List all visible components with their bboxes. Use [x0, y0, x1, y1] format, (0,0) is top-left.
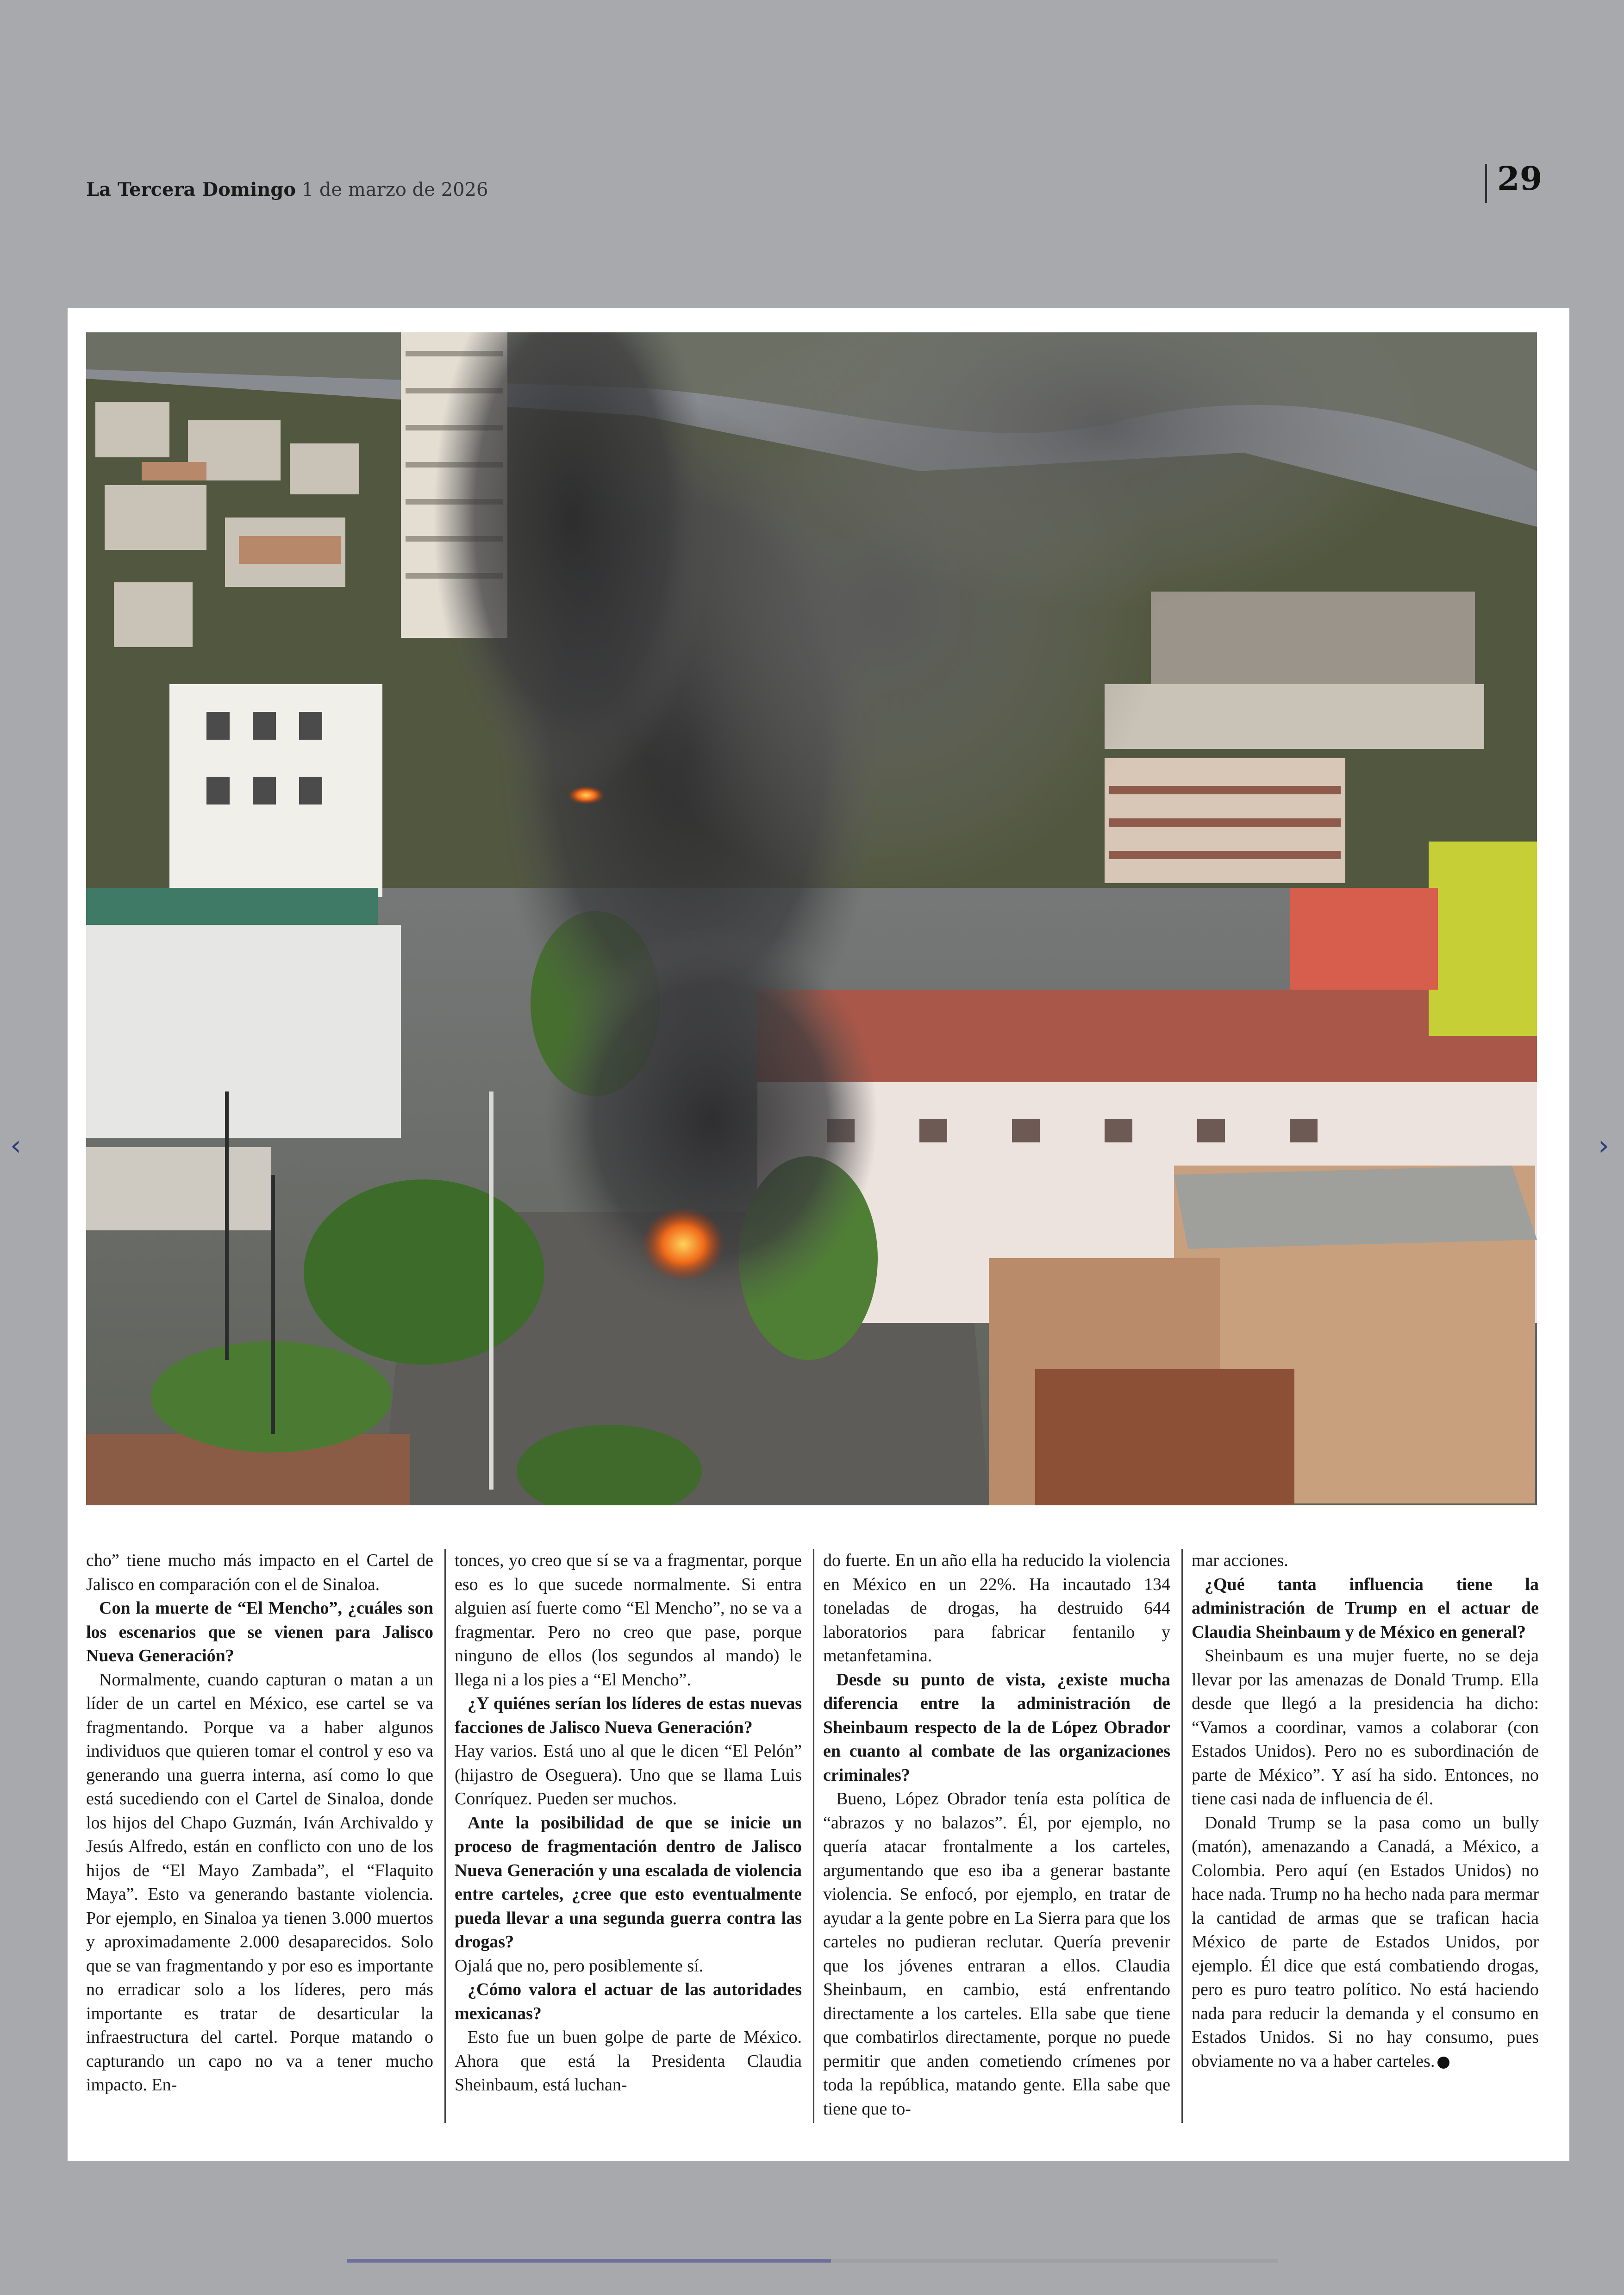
paragraph: mar acciones. — [1192, 1551, 1288, 1570]
chevron-right-icon: › — [1598, 1129, 1609, 1162]
column-divider — [1181, 1549, 1183, 2123]
article-column-1 — [86, 1549, 433, 2123]
interview-question: Desde su punto de vista, ¿existe mucha diferencia entre la administración de Sheinbaum respecto de la de López Obrador en cuanto al combate de las organizaciones criminales? — [823, 1670, 1170, 1785]
reading-progress-fill — [347, 2259, 831, 2263]
paragraph: tonces, yo creo que sí se va a fragmentar, porque eso es lo que sucede normalmente. Si entra alguien así fuerte como “El Mencho”, no se va a fragmentar. Pero no creo que pase, porque ninguno de ellos (los segundos al mando) le llega ni a los pies a “El Mencho”. — [455, 1551, 802, 1690]
interview-question: ¿Qué tanta influencia tiene la administración de Trump en el actuar de Claudia Sheinbaum y de México en general? — [1192, 1574, 1539, 1642]
smoke-fire-photo — [86, 332, 1537, 1505]
next-page-button[interactable] — [1598, 1129, 1609, 1162]
article-column-4 — [1192, 1549, 1539, 2123]
page-header — [86, 179, 488, 200]
paragraph: Sheinbaum es una mujer fuerte, no se deja llevar por las amenazas de Donald Trump. Ella desde que llegó a la presidencia ha dicho: “Vamos a coordinar, vamos a colaborar (con Estados Unidos). Pero no es subordinación de parte de México”. Y así ha sido. Entonces, no tiene casi nada de influencia de él. — [1192, 1646, 1539, 1809]
paragraph: Esto fue un buen golpe de parte de México. Ahora que está la Presidenta Claudia Sheinbaum, está luchan- — [455, 2027, 802, 2095]
article-column-3 — [823, 1549, 1170, 2123]
article-body — [86, 1549, 1537, 2123]
interview-question: Con la muerte de “El Mencho”, ¿cuáles son los escenarios que se vienen para Jalisco Nueva Generación? — [86, 1598, 433, 1665]
column-divider — [444, 1549, 446, 2123]
interview-question: ¿Cómo valora el actuar de las autoridades mexicanas? — [455, 1980, 802, 2023]
article-column-2 — [455, 1549, 802, 2123]
paragraph: Bueno, López Obrador tenía esta política de “abrazos y no balazos”. Él, por ejemplo, no quería atacar frontalmente a los carteles, argumentando que eso iba a generar bastante violencia. Se enfocó, por ejemplo, en tratar de ayudar a la gente pobre en La Sierra para que los carteles no pudieran reclutar. Quería prevenir que los jóvenes entraran a ellos. Claudia Sheinbaum, en cambio, está enfrentando directamente a los carteles. Ella sabe que tiene que combatirlos directamente, porque no puede permitir que anden cometiendo crímenes por toda la república, matando gente. Ella sabe que tiene que to- — [823, 1789, 1170, 2119]
publication-name: La Tercera Domingo — [86, 179, 296, 200]
column-divider — [813, 1549, 814, 2123]
reading-progress-bar[interactable] — [347, 2259, 1278, 2263]
end-of-article-icon — [1437, 2057, 1449, 2069]
page-number-divider — [1485, 164, 1487, 203]
paragraph: Ojalá que no, pero posiblemente sí. — [455, 1956, 704, 1976]
page-number: 29 — [1497, 159, 1543, 198]
paragraph: cho” tiene mucho más impacto en el Cartel de Jalisco en comparación con el de Sinaloa. — [86, 1551, 433, 1594]
article-photo[interactable] — [86, 332, 1537, 1505]
paragraph: Donald Trump se la pasa como un bully (matón), amenazando a Canadá, a México, a Colombia. Pero aquí (en Estados Unidos) no hace nada. Trump no ha hecho nada para mermar la cantidad de armas que se trafican hacia México de parte de Estados Unidos, por ejemplo. Él dice que está combatiendo drogas, pero es puro teatro político. No está haciendo nada para reducir la demanda y el consumo en Estados Unidos. Si no hay consumo, pues obviamente no va a haber carteles. — [1192, 1813, 1539, 2071]
prev-page-button[interactable] — [10, 1129, 21, 1162]
chevron-left-icon: ‹ — [10, 1129, 21, 1162]
paragraph: Normalmente, cuando capturan o matan a un líder de un cartel en México, ese cartel se va fragmentando. Porque va a haber algunos individuos que quieren tomar el control y eso va generando una guerra interna, así como lo que está sucediendo con el Cartel de Sinaloa, donde los hijos del Chapo Guzmán, Iván Archivaldo y Jesús Alfredo, están en conflicto con uno de los hijos de “El Mayo Zambada”, el “Flaquito Maya”. Esto va generando bastante violencia. Por ejemplo, en Sinaloa ya tienen 3.000 muertos y aproximadamente 2.000 desaparecidos. Solo que se van fragmentando y por eso es importante no erradicar solo a los líderes, pero más importante es tratar de desarticular la infraestructura del cartel. Porque matando o capturando un capo no va a tener mucho impacto. En- — [86, 1670, 433, 2095]
paragraph: Hay varios. Está uno al que le dicen “El Pelón” (hijastro de Oseguera). Uno que se llama Luis Conríquez. Pueden ser muchos. — [455, 1741, 802, 1809]
publication-date: 1 de marzo de 2026 — [301, 179, 488, 200]
article-page — [68, 308, 1569, 2161]
interview-question: ¿Y quiénes serían los líderes de estas nuevas facciones de Jalisco Nueva Generación? — [455, 1694, 802, 1737]
interview-question: Ante la posibilidad de que se inicie un proceso de fragmentación dentro de Jalisco Nueva Generación y una escalada de violencia entre carteles, ¿cree que esto eventualmente pueda llevar a una segunda guerra contra las drogas? — [455, 1813, 802, 1952]
paragraph: do fuerte. En un año ella ha reducido la violencia en México en un 22%. Ha incautado 134 toneladas de drogas, ha destruido 644 laboratorios para fabricar fentanilo y metanfetamina. — [823, 1551, 1170, 1665]
